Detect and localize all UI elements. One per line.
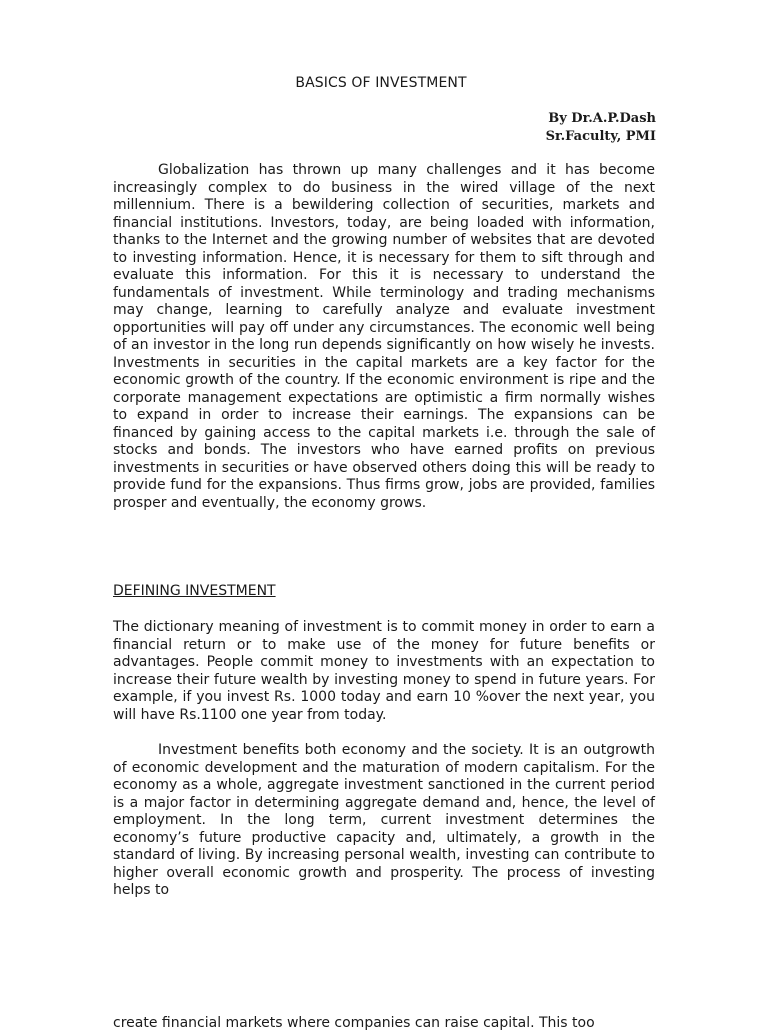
author-line: By Dr.A.P.Dash: [548, 111, 656, 126]
benefits-paragraph: Investment benefits both economy and the society. It is an outgrowth of economic development and the maturation of modern capitalism. For the economy as a whole, aggregate investment sanctioned in the current period is a major factor in determining aggregate demand and, hence, the level of employment. In the long term, current investment determines the economy’s future productive capacity and, ultimately, a growth in the standard of living. By increasing personal wealth, investing can contribute to higher overall economic growth and prosperity. The process of investing helps to: [113, 742, 655, 898]
author-role: Sr.Faculty, PMI: [545, 129, 656, 144]
section-heading: DEFINING INVESTMENT: [113, 583, 276, 599]
next-page-text-fragment: create financial markets where companies can raise capital. This too: [113, 1015, 595, 1031]
intro-paragraph: Globalization has thrown up many challenges and it has become increasingly complex to do business in the wired village of the next millennium. There is a bewildering collection of securities, markets and financial institutions. Investors, today, are being loaded with information, thanks to the Internet and the growing number of websites that are devoted to investing information. Hence, it is necessary for them to sift through and evaluate this information. For this it is necessary to understand the fundamentals of investment. While terminology and trading mechanisms may change, learning to carefully analyze and evaluate investment opportunities will pay off under any circumstances. The economic well being of an investor in the long run depends significantly on how wisely he invests. Investments in securities in the capital markets are a key factor for the economic growth of the country. If the economic environment is ripe and the corporate management expectations are optimistic a firm normally wishes to expand in order to increase their earnings. The expansions can be financed by gaining access to the capital markets i.e. through the sale of stocks and bonds. The investors who have earned profits on previous investments in securities or have observed others doing this will be ready to provide fund for the expansions. Thus firms grow, jobs are provided, families prosper and eventually, the economy grows.: [113, 162, 655, 511]
document-title: BASICS OF INVESTMENT: [295, 75, 467, 91]
definition-paragraph: The dictionary meaning of investment is to commit money in order to earn a financial return or to make use of the money for future benefits or advantages. People commit money to investments with an expectation to increase their future wealth by investing money to spend in future years. For example, if you invest Rs. 1000 today and earn 10 %over the next year, you will have Rs.1100 one year from today.: [113, 619, 655, 723]
